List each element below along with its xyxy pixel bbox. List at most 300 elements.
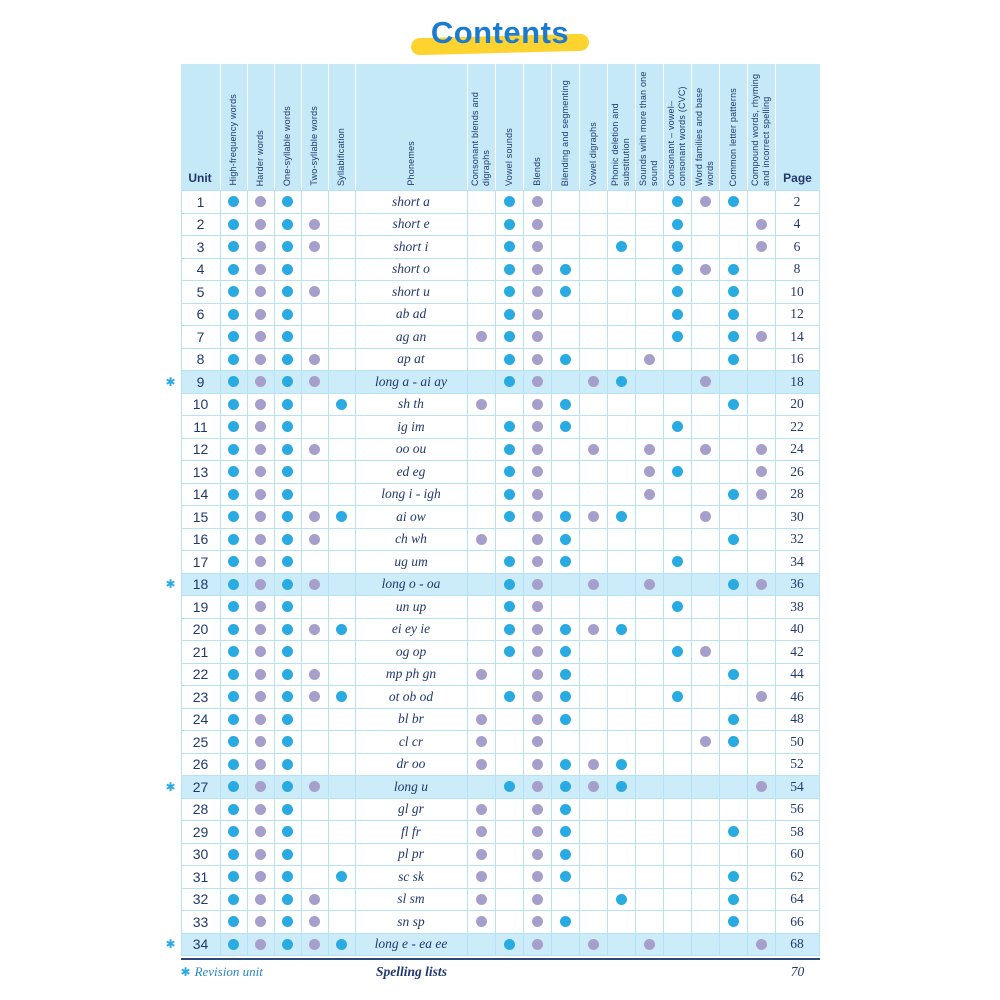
cell-harder-words [248, 461, 275, 483]
unit-number-text: 8 [196, 351, 205, 368]
cell-vowel-sounds [496, 281, 524, 303]
phoneme: long e - ea ee [356, 934, 468, 956]
table-row-unit-5 [181, 281, 820, 304]
cell-high-frequency-words [221, 236, 248, 258]
cell-one-syllable-words [275, 911, 302, 933]
dot-high-frequency-words [228, 871, 239, 882]
cell-vowel-digraphs [580, 934, 608, 956]
cell-word-families-and-base-words [692, 484, 720, 506]
table-row-unit-13 [181, 461, 820, 484]
cell-vowel-digraphs [580, 349, 608, 371]
cell-blends [524, 236, 552, 258]
cell-phonic-deletion-and-substitution [608, 664, 636, 686]
cell-harder-words [248, 416, 275, 438]
cell-vowel-sounds [496, 259, 524, 281]
dot-word-families-and-base-words [700, 376, 711, 387]
cell-phonic-deletion-and-substitution [608, 191, 636, 213]
dot-blends [532, 624, 543, 635]
cell-harder-words [248, 304, 275, 326]
cell-high-frequency-words [221, 911, 248, 933]
cell-blending-and-segmenting [552, 664, 580, 686]
cell-high-frequency-words [221, 731, 248, 753]
phoneme: gl gr [356, 799, 468, 821]
cell-blending-and-segmenting [552, 349, 580, 371]
phoneme: pl pr [356, 844, 468, 866]
dot-harder-words [255, 759, 266, 770]
cell-sounds-with-more-than-one-sound [636, 934, 664, 956]
dot-blends [532, 781, 543, 792]
cell-word-families-and-base-words [692, 709, 720, 731]
cell-consonant-vowel-consonant-words-cvc [664, 934, 692, 956]
dot-word-families-and-base-words [700, 264, 711, 275]
cell-one-syllable-words [275, 866, 302, 888]
cell-vowel-sounds [496, 484, 524, 506]
cell-phonic-deletion-and-substitution [608, 934, 636, 956]
cell-consonant-blends-and-digraphs [468, 686, 496, 708]
table-row-unit-32 [181, 889, 820, 912]
dot-high-frequency-words [228, 399, 239, 410]
cell-high-frequency-words [221, 259, 248, 281]
dot-compound-words-rhyming-and-incorrect-spelling [756, 219, 767, 230]
dot-high-frequency-words [228, 556, 239, 567]
cell-sounds-with-more-than-one-sound [636, 214, 664, 236]
cell-common-letter-patterns [720, 934, 748, 956]
dot-harder-words [255, 624, 266, 635]
cell-syllabification [329, 889, 356, 911]
unit-number [181, 641, 221, 663]
column-header-label: Blending and segmenting [559, 79, 570, 186]
dot-blending-and-segmenting [560, 264, 571, 275]
unit-number-text: 16 [192, 531, 209, 548]
cell-sounds-with-more-than-one-sound [636, 281, 664, 303]
cell-vowel-digraphs [580, 866, 608, 888]
cell-sounds-with-more-than-one-sound [636, 461, 664, 483]
phoneme: long i - igh [356, 484, 468, 506]
unit-number [181, 349, 221, 371]
dot-one-syllable-words [282, 466, 293, 477]
cell-harder-words [248, 439, 275, 461]
dot-one-syllable-words [282, 601, 293, 612]
dot-one-syllable-words [282, 646, 293, 657]
dot-consonant-vowel-consonant-words-cvc [672, 331, 683, 342]
table-row-unit-24 [181, 709, 820, 732]
cell-vowel-sounds [496, 214, 524, 236]
cell-one-syllable-words [275, 349, 302, 371]
cell-blending-and-segmenting [552, 439, 580, 461]
cell-one-syllable-words [275, 461, 302, 483]
cell-one-syllable-words [275, 259, 302, 281]
cell-vowel-digraphs [580, 574, 608, 596]
dot-blending-and-segmenting [560, 781, 571, 792]
dot-phonic-deletion-and-substitution [616, 894, 627, 905]
cell-harder-words [248, 686, 275, 708]
cell-common-letter-patterns [720, 416, 748, 438]
cell-word-families-and-base-words [692, 619, 720, 641]
cell-blends [524, 394, 552, 416]
cell-syllabification [329, 641, 356, 663]
dot-vowel-digraphs [588, 444, 599, 455]
column-header-consonant-blends-and-digraphs [468, 64, 496, 190]
column-header-high-frequency-words [221, 64, 248, 190]
dot-vowel-sounds [504, 331, 515, 342]
cell-sounds-with-more-than-one-sound [636, 844, 664, 866]
dot-consonant-vowel-consonant-words-cvc [672, 421, 683, 432]
cell-consonant-blends-and-digraphs [468, 236, 496, 258]
cell-harder-words [248, 596, 275, 618]
phoneme: sl sm [356, 889, 468, 911]
dot-high-frequency-words [228, 196, 239, 207]
cell-blending-and-segmenting [552, 889, 580, 911]
dot-high-frequency-words [228, 264, 239, 275]
dot-one-syllable-words [282, 331, 293, 342]
cell-harder-words [248, 934, 275, 956]
cell-consonant-vowel-consonant-words-cvc [664, 686, 692, 708]
cell-compound-words-rhyming-and-incorrect-spelling [748, 619, 776, 641]
page-number: 58 [776, 821, 820, 843]
unit-number-text: 5 [196, 283, 205, 300]
cell-common-letter-patterns [720, 551, 748, 573]
column-header-phonemes [356, 64, 468, 190]
cell-consonant-blends-and-digraphs [468, 371, 496, 393]
dot-vowel-sounds [504, 354, 515, 365]
cell-one-syllable-words [275, 484, 302, 506]
cell-blends [524, 439, 552, 461]
cell-blending-and-segmenting [552, 776, 580, 798]
unit-number [181, 439, 221, 461]
cell-consonant-blends-and-digraphs [468, 776, 496, 798]
unit-number [181, 709, 221, 731]
cell-blending-and-segmenting [552, 866, 580, 888]
cell-syllabification [329, 934, 356, 956]
phoneme: bl br [356, 709, 468, 731]
cell-vowel-digraphs [580, 911, 608, 933]
table-row-unit-11 [181, 416, 820, 439]
page-number: 22 [776, 416, 820, 438]
page-number: 52 [776, 754, 820, 776]
unit-number [181, 484, 221, 506]
cell-two-syllable-words [302, 349, 329, 371]
dot-common-letter-patterns [728, 916, 739, 927]
cell-vowel-digraphs [580, 844, 608, 866]
unit-number-text: 33 [192, 913, 209, 930]
cell-phonic-deletion-and-substitution [608, 349, 636, 371]
table-row-unit-10 [181, 394, 820, 417]
dot-blends [532, 894, 543, 905]
table-row-unit-22 [181, 664, 820, 687]
cell-word-families-and-base-words [692, 776, 720, 798]
unit-number-text: 24 [192, 711, 209, 728]
cell-consonant-blends-and-digraphs [468, 484, 496, 506]
cell-sounds-with-more-than-one-sound [636, 866, 664, 888]
cell-word-families-and-base-words [692, 281, 720, 303]
cell-consonant-vowel-consonant-words-cvc [664, 214, 692, 236]
cell-word-families-and-base-words [692, 754, 720, 776]
dot-harder-words [255, 196, 266, 207]
table-row-unit-34 [165, 934, 820, 957]
unit-number [181, 844, 221, 866]
dot-high-frequency-words [228, 241, 239, 252]
cell-consonant-blends-and-digraphs [468, 349, 496, 371]
cell-compound-words-rhyming-and-incorrect-spelling [748, 686, 776, 708]
cell-common-letter-patterns [720, 619, 748, 641]
dot-syllabification [336, 691, 347, 702]
cell-one-syllable-words [275, 394, 302, 416]
dot-consonant-vowel-consonant-words-cvc [672, 219, 683, 230]
page-number: 62 [776, 866, 820, 888]
dot-high-frequency-words [228, 781, 239, 792]
cell-word-families-and-base-words [692, 304, 720, 326]
dot-blending-and-segmenting [560, 624, 571, 635]
dot-harder-words [255, 894, 266, 905]
column-header-harder-words [248, 64, 275, 190]
cell-blends [524, 214, 552, 236]
dot-vowel-sounds [504, 939, 515, 950]
unit-number [181, 799, 221, 821]
cell-blends [524, 754, 552, 776]
dot-one-syllable-words [282, 624, 293, 635]
cell-common-letter-patterns [720, 394, 748, 416]
dot-two-syllable-words [309, 444, 320, 455]
dot-one-syllable-words [282, 309, 293, 320]
cell-harder-words [248, 641, 275, 663]
dot-common-letter-patterns [728, 399, 739, 410]
cell-vowel-sounds [496, 731, 524, 753]
cell-vowel-digraphs [580, 304, 608, 326]
cell-consonant-vowel-consonant-words-cvc [664, 641, 692, 663]
cell-syllabification [329, 844, 356, 866]
dot-consonant-blends-and-digraphs [476, 331, 487, 342]
cell-syllabification [329, 461, 356, 483]
cell-sounds-with-more-than-one-sound [636, 574, 664, 596]
dot-blends [532, 556, 543, 567]
revision-asterisk-icon: ✱ [165, 779, 176, 794]
cell-harder-words [248, 371, 275, 393]
cell-vowel-sounds [496, 754, 524, 776]
cell-consonant-vowel-consonant-words-cvc [664, 844, 692, 866]
cell-common-letter-patterns [720, 686, 748, 708]
phoneme: fl fr [356, 821, 468, 843]
cell-two-syllable-words [302, 799, 329, 821]
dot-one-syllable-words [282, 669, 293, 680]
cell-harder-words [248, 506, 275, 528]
cell-sounds-with-more-than-one-sound [636, 709, 664, 731]
cell-blending-and-segmenting [552, 304, 580, 326]
dot-one-syllable-words [282, 241, 293, 252]
cell-word-families-and-base-words [692, 551, 720, 573]
dot-harder-words [255, 871, 266, 882]
dot-one-syllable-words [282, 196, 293, 207]
cell-syllabification [329, 731, 356, 753]
cell-common-letter-patterns [720, 461, 748, 483]
cell-sounds-with-more-than-one-sound [636, 889, 664, 911]
cell-compound-words-rhyming-and-incorrect-spelling [748, 191, 776, 213]
column-header-label: Vowel sounds [503, 128, 514, 186]
cell-sounds-with-more-than-one-sound [636, 416, 664, 438]
cell-vowel-digraphs [580, 596, 608, 618]
table-row-unit-29 [181, 821, 820, 844]
cell-phonic-deletion-and-substitution [608, 619, 636, 641]
dot-high-frequency-words [228, 579, 239, 590]
dot-one-syllable-words [282, 871, 293, 882]
cell-compound-words-rhyming-and-incorrect-spelling [748, 349, 776, 371]
dot-blends [532, 331, 543, 342]
dot-vowel-sounds [504, 579, 515, 590]
unit-number [181, 236, 221, 258]
cell-compound-words-rhyming-and-incorrect-spelling [748, 281, 776, 303]
cell-word-families-and-base-words [692, 506, 720, 528]
cell-phonic-deletion-and-substitution [608, 821, 636, 843]
cell-compound-words-rhyming-and-incorrect-spelling [748, 754, 776, 776]
dot-harder-words [255, 421, 266, 432]
dot-consonant-blends-and-digraphs [476, 759, 487, 770]
page-number: 30 [776, 506, 820, 528]
dot-high-frequency-words [228, 309, 239, 320]
dot-blending-and-segmenting [560, 669, 571, 680]
cell-two-syllable-words [302, 236, 329, 258]
dot-sounds-with-more-than-one-sound [644, 354, 655, 365]
cell-vowel-digraphs [580, 259, 608, 281]
dot-consonant-vowel-consonant-words-cvc [672, 556, 683, 567]
cell-common-letter-patterns [720, 304, 748, 326]
cell-one-syllable-words [275, 709, 302, 731]
cell-phonic-deletion-and-substitution [608, 529, 636, 551]
cell-harder-words [248, 844, 275, 866]
cell-high-frequency-words [221, 619, 248, 641]
dot-common-letter-patterns [728, 286, 739, 297]
cell-sounds-with-more-than-one-sound [636, 259, 664, 281]
dot-high-frequency-words [228, 354, 239, 365]
cell-blending-and-segmenting [552, 259, 580, 281]
dot-phonic-deletion-and-substitution [616, 781, 627, 792]
cell-vowel-digraphs [580, 619, 608, 641]
page-number: 18 [776, 371, 820, 393]
dot-blends [532, 804, 543, 815]
dot-one-syllable-words [282, 286, 293, 297]
cell-one-syllable-words [275, 281, 302, 303]
dot-blending-and-segmenting [560, 804, 571, 815]
dot-consonant-blends-and-digraphs [476, 894, 487, 905]
cell-consonant-blends-and-digraphs [468, 934, 496, 956]
table-row-unit-21 [181, 641, 820, 664]
dot-one-syllable-words [282, 691, 293, 702]
dot-high-frequency-words [228, 624, 239, 635]
cell-blends [524, 461, 552, 483]
cell-consonant-blends-and-digraphs [468, 664, 496, 686]
cell-common-letter-patterns [720, 709, 748, 731]
phoneme: short i [356, 236, 468, 258]
unit-number-text: 11 [193, 418, 208, 435]
cell-blends [524, 551, 552, 573]
dot-syllabification [336, 624, 347, 635]
cell-two-syllable-words [302, 191, 329, 213]
dot-word-families-and-base-words [700, 511, 711, 522]
cell-compound-words-rhyming-and-incorrect-spelling [748, 934, 776, 956]
dot-vowel-digraphs [588, 781, 599, 792]
cell-word-families-and-base-words [692, 259, 720, 281]
cell-phonic-deletion-and-substitution [608, 641, 636, 663]
phoneme: cl cr [356, 731, 468, 753]
dot-sounds-with-more-than-one-sound [644, 444, 655, 455]
cell-high-frequency-words [221, 776, 248, 798]
cell-one-syllable-words [275, 236, 302, 258]
cell-sounds-with-more-than-one-sound [636, 439, 664, 461]
cell-common-letter-patterns [720, 866, 748, 888]
cell-compound-words-rhyming-and-incorrect-spelling [748, 214, 776, 236]
phoneme: ot ob od [356, 686, 468, 708]
cell-two-syllable-words [302, 686, 329, 708]
cell-vowel-digraphs [580, 214, 608, 236]
dot-harder-words [255, 579, 266, 590]
cell-phonic-deletion-and-substitution [608, 911, 636, 933]
dot-high-frequency-words [228, 511, 239, 522]
cell-phonic-deletion-and-substitution [608, 236, 636, 258]
cell-compound-words-rhyming-and-incorrect-spelling [748, 731, 776, 753]
cell-harder-words [248, 754, 275, 776]
cell-vowel-sounds [496, 911, 524, 933]
table-row-unit-33 [181, 911, 820, 934]
cell-high-frequency-words [221, 506, 248, 528]
dot-one-syllable-words [282, 804, 293, 815]
table-row-unit-25 [181, 731, 820, 754]
cell-vowel-digraphs [580, 326, 608, 348]
cell-word-families-and-base-words [692, 214, 720, 236]
cell-compound-words-rhyming-and-incorrect-spelling [748, 799, 776, 821]
cell-phonic-deletion-and-substitution [608, 214, 636, 236]
cell-common-letter-patterns [720, 596, 748, 618]
cell-vowel-sounds [496, 236, 524, 258]
dot-high-frequency-words [228, 534, 239, 545]
dot-common-letter-patterns [728, 736, 739, 747]
cell-common-letter-patterns [720, 281, 748, 303]
cell-vowel-sounds [496, 191, 524, 213]
dot-one-syllable-words [282, 354, 293, 365]
cell-consonant-vowel-consonant-words-cvc [664, 281, 692, 303]
cell-vowel-sounds [496, 889, 524, 911]
cell-phonic-deletion-and-substitution [608, 844, 636, 866]
table-row-unit-4 [181, 259, 820, 282]
phoneme: ed eg [356, 461, 468, 483]
cell-vowel-sounds [496, 686, 524, 708]
cell-syllabification [329, 259, 356, 281]
cell-one-syllable-words [275, 506, 302, 528]
dot-compound-words-rhyming-and-incorrect-spelling [756, 444, 767, 455]
cell-blending-and-segmenting [552, 686, 580, 708]
dot-blends [532, 219, 543, 230]
cell-common-letter-patterns [720, 214, 748, 236]
dot-phonic-deletion-and-substitution [616, 759, 627, 770]
revision-asterisk-icon: ✱ [165, 937, 176, 952]
table-row-unit-2 [181, 214, 820, 237]
cell-syllabification [329, 574, 356, 596]
cell-blends [524, 506, 552, 528]
cell-blending-and-segmenting [552, 596, 580, 618]
table-row-unit-7 [181, 326, 820, 349]
cell-consonant-vowel-consonant-words-cvc [664, 889, 692, 911]
phoneme: dr oo [356, 754, 468, 776]
dot-blends [532, 511, 543, 522]
cell-syllabification [329, 281, 356, 303]
dot-vowel-sounds [504, 556, 515, 567]
cell-high-frequency-words [221, 596, 248, 618]
table-row-unit-6 [181, 304, 820, 327]
cell-phonic-deletion-and-substitution [608, 686, 636, 708]
cell-common-letter-patterns [720, 484, 748, 506]
dot-blending-and-segmenting [560, 871, 571, 882]
table-row-unit-15 [181, 506, 820, 529]
cell-blends [524, 191, 552, 213]
dot-one-syllable-words [282, 736, 293, 747]
dot-blending-and-segmenting [560, 286, 571, 297]
